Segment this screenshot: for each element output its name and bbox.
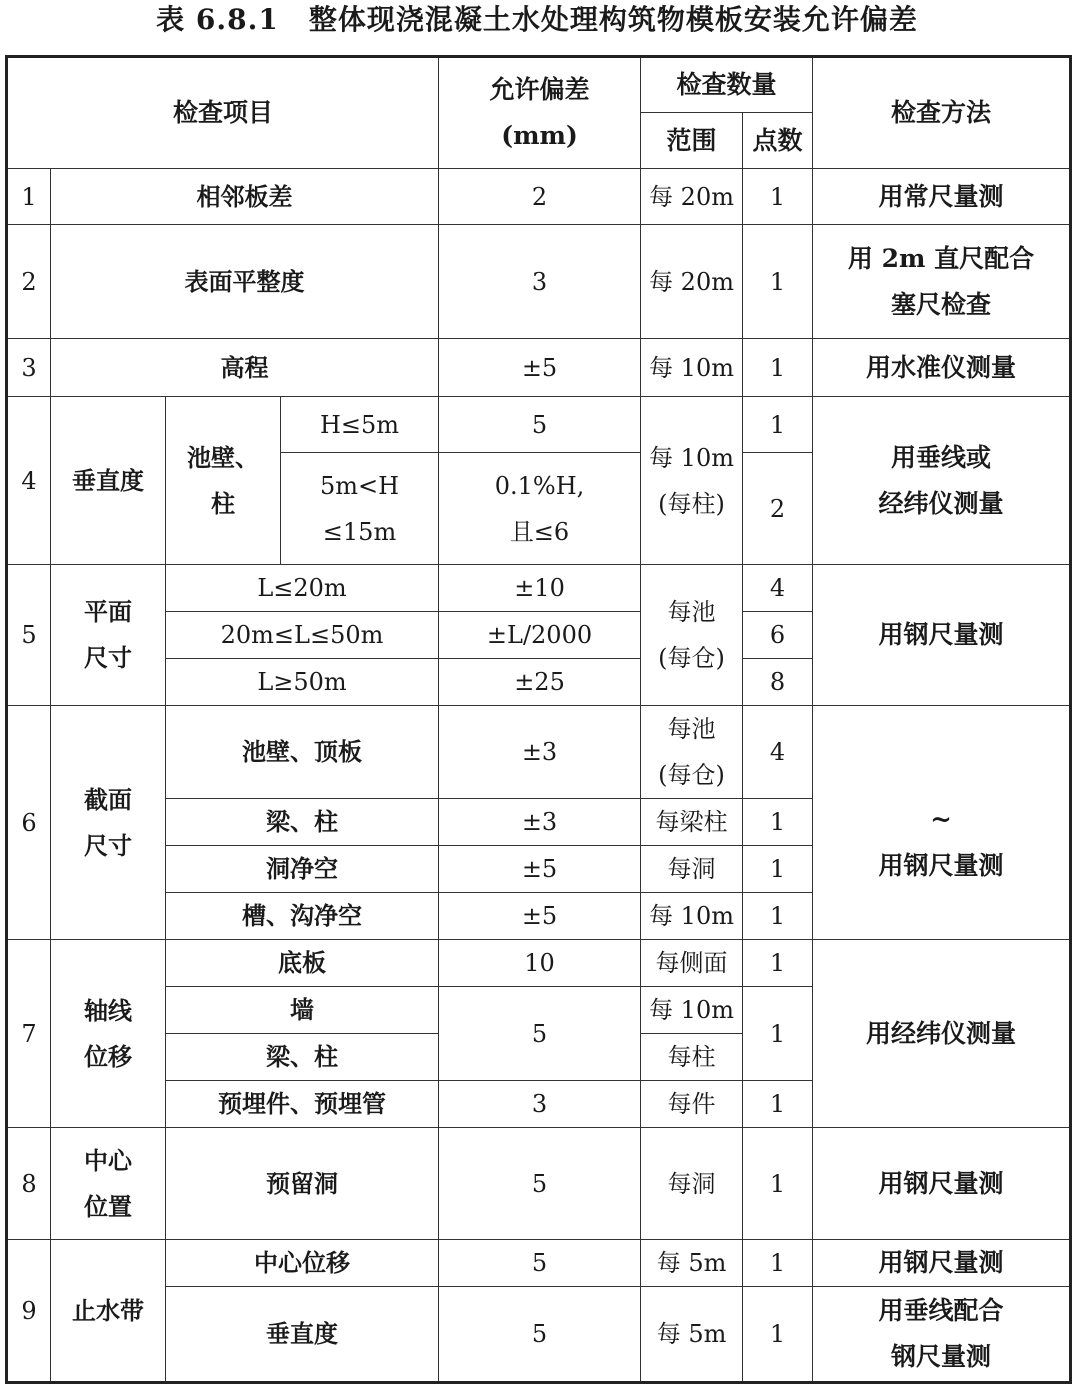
header-method: 检查方法 (813, 57, 1071, 169)
check-range: 每梁柱 (641, 799, 743, 846)
check-subitem: 池壁、 柱 (166, 397, 281, 565)
check-points: 1 (743, 846, 813, 893)
check-subitem: 墙 (166, 987, 439, 1034)
row-number: 4 (7, 397, 51, 565)
check-subitem: 底板 (166, 940, 439, 987)
row-number: 9 (7, 1240, 51, 1383)
row-number: 1 (7, 169, 51, 225)
check-subitem: 梁、柱 (166, 1034, 439, 1081)
check-condition: 20m≤L≤50m (166, 612, 439, 659)
allowed-deviation: 5 (439, 1287, 641, 1383)
allowed-deviation: ±5 (439, 893, 641, 940)
check-range: 每 20m (641, 169, 743, 225)
check-points: 4 (743, 565, 813, 612)
check-condition: 5m<H ≤15m (281, 453, 439, 565)
allowed-deviation: ±L/2000 (439, 612, 641, 659)
check-range: 每洞 (641, 1128, 743, 1240)
check-item: 平面 尺寸 (51, 565, 166, 706)
row-number: 8 (7, 1128, 51, 1240)
row-number: 5 (7, 565, 51, 706)
check-points: 1 (743, 169, 813, 225)
allowed-deviation: ±3 (439, 799, 641, 846)
check-points: 4 (743, 706, 813, 799)
allowed-deviation: ±25 (439, 659, 641, 706)
check-condition: L≥50m (166, 659, 439, 706)
stray-mark: ~ (930, 804, 952, 835)
check-range: 每件 (641, 1081, 743, 1128)
row-number: 3 (7, 339, 51, 397)
allowed-deviation: 2 (439, 169, 641, 225)
check-method-text: 用钢尺量测 (878, 850, 1004, 880)
check-subitem: 洞净空 (166, 846, 439, 893)
check-points: 1 (743, 1240, 813, 1287)
check-method: 用 2m 直尺配合 塞尺检查 (813, 225, 1071, 339)
header-points: 点数 (743, 113, 813, 169)
header-item: 检查项目 (7, 57, 439, 169)
check-item: 轴线 位移 (51, 940, 166, 1128)
check-item: 垂直度 (51, 397, 166, 565)
allowed-deviation: ±5 (439, 339, 641, 397)
check-points: 8 (743, 659, 813, 706)
check-condition: L≤20m (166, 565, 439, 612)
header-range: 范围 (641, 113, 743, 169)
allowed-deviation: 5 (439, 1128, 641, 1240)
table-number: 表 6.8.1 (156, 3, 279, 36)
check-points: 1 (743, 1287, 813, 1383)
check-subitem: 预留洞 (166, 1128, 439, 1240)
allowed-deviation: 10 (439, 940, 641, 987)
table-caption: 整体现浇混凝土水处理构筑物模板安装允许偏差 (308, 3, 918, 36)
check-points: 1 (743, 799, 813, 846)
allowed-deviation: ±10 (439, 565, 641, 612)
check-points: 1 (743, 893, 813, 940)
check-method: 用垂线或 经纬仪测量 (813, 397, 1071, 565)
check-points: 1 (743, 225, 813, 339)
table-title (0, 0, 1074, 44)
check-range: 每 20m (641, 225, 743, 339)
check-item: 截面 尺寸 (51, 706, 166, 940)
check-points: 1 (743, 1081, 813, 1128)
check-item: 止水带 (51, 1240, 166, 1383)
check-condition: H≤5m (281, 397, 439, 453)
check-points: 2 (743, 453, 813, 565)
check-points: 1 (743, 1128, 813, 1240)
check-range: 每洞 (641, 846, 743, 893)
check-range: 每池 (每仓) (641, 706, 743, 799)
check-subitem: 池壁、顶板 (166, 706, 439, 799)
check-method: 用钢尺量测 (813, 1240, 1071, 1287)
check-item: 高程 (51, 339, 439, 397)
check-method: 用垂线配合 钢尺量测 (813, 1287, 1071, 1383)
allowed-deviation: 3 (439, 225, 641, 339)
allowed-deviation: 0.1%H, 且≤6 (439, 453, 641, 565)
tolerance-table (5, 55, 1072, 1384)
check-points: 6 (743, 612, 813, 659)
check-method: 用钢尺量测 (813, 565, 1071, 706)
header-deviation: 允许偏差 (mm) (439, 57, 641, 169)
check-method: 用经纬仪测量 (813, 940, 1071, 1128)
check-subitem: 槽、沟净空 (166, 893, 439, 940)
row-number: 6 (7, 706, 51, 940)
check-range: 每池 (每仓) (641, 565, 743, 706)
check-range: 每 10m (641, 339, 743, 397)
check-range: 每侧面 (641, 940, 743, 987)
allowed-deviation: 5 (439, 1240, 641, 1287)
check-range: 每柱 (641, 1034, 743, 1081)
row-number: 2 (7, 225, 51, 339)
check-subitem: 中心位移 (166, 1240, 439, 1287)
check-subitem: 垂直度 (166, 1287, 439, 1383)
check-points: 1 (743, 339, 813, 397)
check-range: 每 5m (641, 1287, 743, 1383)
allowed-deviation: ±5 (439, 846, 641, 893)
check-points: 1 (743, 397, 813, 453)
allowed-deviation: ±3 (439, 706, 641, 799)
check-points: 1 (743, 940, 813, 987)
check-subitem: 梁、柱 (166, 799, 439, 846)
check-range: 每 10m (641, 893, 743, 940)
check-method: 用钢尺量测 (813, 1128, 1071, 1240)
header-quantity: 检查数量 (641, 57, 813, 113)
check-range: 每 5m (641, 1240, 743, 1287)
check-item: 中心 位置 (51, 1128, 166, 1240)
check-method (813, 706, 1071, 940)
check-method: 用常尺量测 (813, 169, 1071, 225)
check-method: 用水准仪测量 (813, 339, 1071, 397)
check-item: 表面平整度 (51, 225, 439, 339)
allowed-deviation: 3 (439, 1081, 641, 1128)
check-range: 每 10m (每柱) (641, 397, 743, 565)
check-points: 1 (743, 987, 813, 1081)
allowed-deviation: 5 (439, 397, 641, 453)
check-item: 相邻板差 (51, 169, 439, 225)
check-range: 每 10m (641, 987, 743, 1034)
row-number: 7 (7, 940, 51, 1128)
allowed-deviation: 5 (439, 987, 641, 1081)
check-subitem: 预埋件、预埋管 (166, 1081, 439, 1128)
